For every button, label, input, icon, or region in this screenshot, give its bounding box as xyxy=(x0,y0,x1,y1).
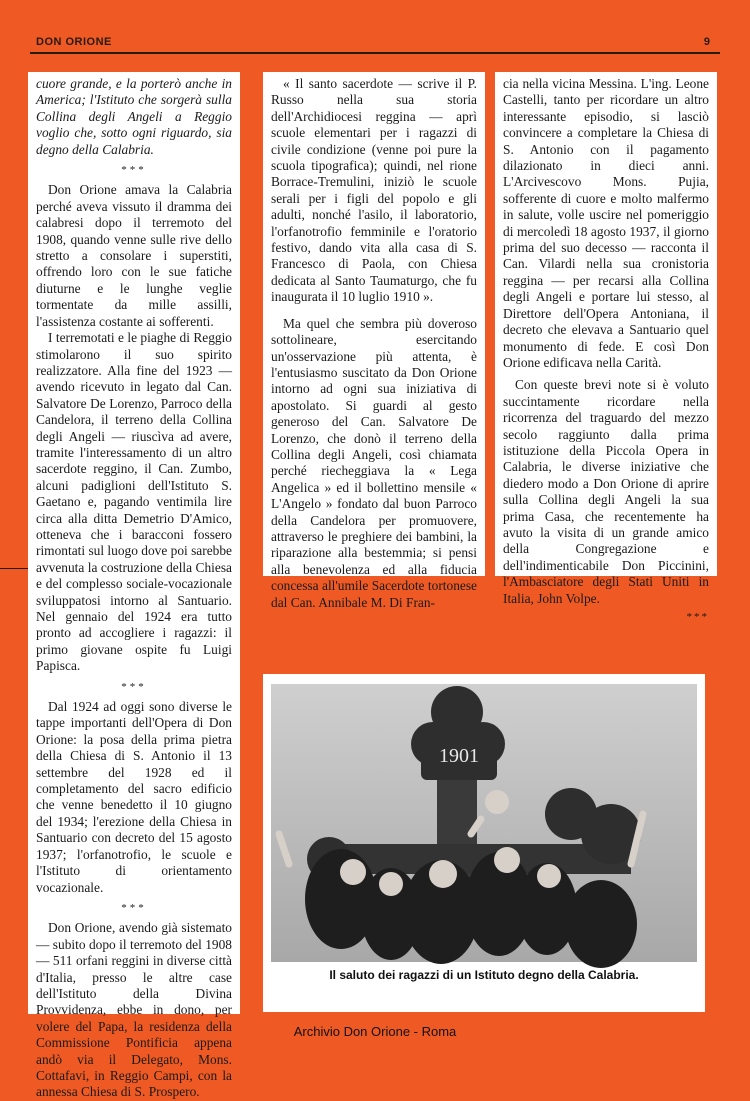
article-paragraph: « Il santo sacerdote — scrive il P. Russo nella sua storia dell'Archidiocesi reggina — aprì scuole elementari per i ragazzi di civile condizione (venne poi pure la scuola tipografica); quindi, nel rione Borrace-Tremulini, iniziò le scuole serali per i figli del popolo e gli adulti, nonché l'asilo, il laboratorio, l'orfanotrofio femminile e l'oratorio festivo, dando vita alla casa di S. Francesco di Paola, con Chiesa dedicata al Santo Taumaturgo, che fu inaugurata il 10 luglio 1910 ». xyxy=(271,76,477,305)
article-paragraph: cia nella vicina Messina. L'ing. Leone Castelli, tanto per ricordare un altro interessante episodio, si lasciò convincere a completare la Chiesa di S. Antonio con il pagamento dilazionato in dieci anni. L'Arcivescovo Mons. Pujia, sofferente di cuore e molto malfermo in salute, volle uscire nel pomeriggio di mercoledì 18 agosto 1937, il giorno prima del suo decesso — racconta il Can. Vilardi nella sua cronistoria reggina — per recarsi alla Collina degli Angeli e portare lui stesso, al Direttore dell'Opera Antoniana, il decreto che elevava a Santuario quel monumento di fede. E così Don Orione edificava nella Carità. xyxy=(503,76,709,370)
margin-rule xyxy=(0,568,30,569)
article-paragraph: I terremotati e le piaghe di Reggio stimolarono il suo spirito realizzatore. Alla fine del 1923 — avendo ricevuto in legato dal Can. Salvatore De Lorenzo, Parroco della Candelora, il terreno della Collina degli Angeli — riuscìva ad avere, tramite l'interessamento di un altro sacerdote reggino, il Can. Zumbo, alcuni padiglioni dell'Istituto S. Gaetano e, pagando ventimila lire circa alla ditta Demetrio D'Amico, otteneva che i baracconi fossero rimontati sul luogo dove poi sarebbe avvenuta la costruzione della Chiesa e del complesso sociale-vocazionale sviluppatosi intorno al Santuario. Nel gennaio del 1924 era tutto pronto ad accogliere i ragazzi: il primo giovane ospite fu Luigi Papisca. xyxy=(36,330,232,674)
article-paragraph: Don Orione amava la Calabria perché aveva vissuto il dramma dei calabresi dopo il terremoto del 1908, quando venne sulle rive dello stretto a consolare i superstiti, offrendo loro con le sue fatiche diuturne e le lunghe veglie tormentate da mille assilli, l'assistenza costante ai sofferenti. xyxy=(36,182,232,329)
photo-frame xyxy=(263,674,705,1012)
section-separator: *** xyxy=(121,164,147,177)
end-mark: *** xyxy=(686,611,709,623)
article-column-2 xyxy=(263,72,485,610)
photo-boys-at-cross xyxy=(271,684,697,962)
article-paragraph: Don Orione, avendo già sistemato — subito dopo il terremoto del 1908 — 511 orfani reggini in diverse città d'Italia, presso le altre case dell'Istituto della Divina Provvidenza, ebbe in dono, per volere del Papa, la residenza della Commissione Pontificia appena andò via il Delegato, Mons. Cottafavi, in Reggio Campi, con la annessa Chiesa di S. Prospero. xyxy=(36,920,232,1100)
section-separator: *** xyxy=(121,901,147,914)
section-separator: *** xyxy=(121,680,147,693)
quote-intro: cuore grande, e la porterò anche in America; l'Istituto che sorgerà sulla Collina degli Angeli a Reggio voglio che, sotto ogni riguardo, sia degno della Calabria. xyxy=(36,76,232,157)
archive-footer: Archivio Don Orione - Roma xyxy=(293,1024,457,1039)
article-column-3 xyxy=(495,72,717,623)
article-column-1 xyxy=(28,72,240,1100)
article-paragraph: Ma quel che sembra più doveroso sottolineare, esercitando un'osservazione più attenta, è l'entusiasmo suscitato da Don Orione intorno ad ogni sua iniziativa di apostolato. Si guardi al gesto generoso del Can. Salvatore De Lorenzo, che donò il terreno della Collina degli Angeli, così chiamata perché riecheggiava la « Lega Angelica » ed il bollettino mensile « L'Angelo » fondato dal buon Parroco della Candelora per promuovere, attraverso le preghiere dei bambini, la riparazione alla bestemmia; si pensi alla benevolenza ed alla fiducia concessa all'umile Sacerdote tortonese dal Can. Annibale M. Di Fran- xyxy=(271,315,477,610)
page-number: 9 xyxy=(703,36,710,48)
cross-date: 1901 xyxy=(439,745,479,767)
article-paragraph: Con queste brevi note si è voluto succintamente ricordare nella ricorrenza del traguardo del mezzo secolo raggiunto dalla prima istituzione della Piccola Opera in Calabria, le diverse iniziative che diedero modo a Don Orione di aprire sulla Collina degli Angeli la sua prima Casa, che recentemente ha avuto la visita di un grande amico della Congregazione e dell'indimenticabile Don Piccinini, l'Ambasciatore degli Stati Uniti in Italia, John Volpe. xyxy=(503,377,709,606)
article-paragraph: Dal 1924 ad oggi sono diverse le tappe importanti dell'Opera di Don Orione: la posa della prima pietra della Chiesa di S. Antonio il 13 settembre del 1928 ed il completamento del sacro edificio che venne benedetto il 10 giugno del 1934; l'erezione della Chiesa in Santuario con decreto del 15 agosto 1937; l'orfanotrofio, le scuole e l'Istituto di orientamento vocazionale. xyxy=(36,699,232,895)
page-header xyxy=(30,36,720,54)
section-title: DON ORIONE xyxy=(36,36,112,48)
photo-caption: Il saluto dei ragazzi di un Istituto degno della Calabria. xyxy=(329,968,639,982)
